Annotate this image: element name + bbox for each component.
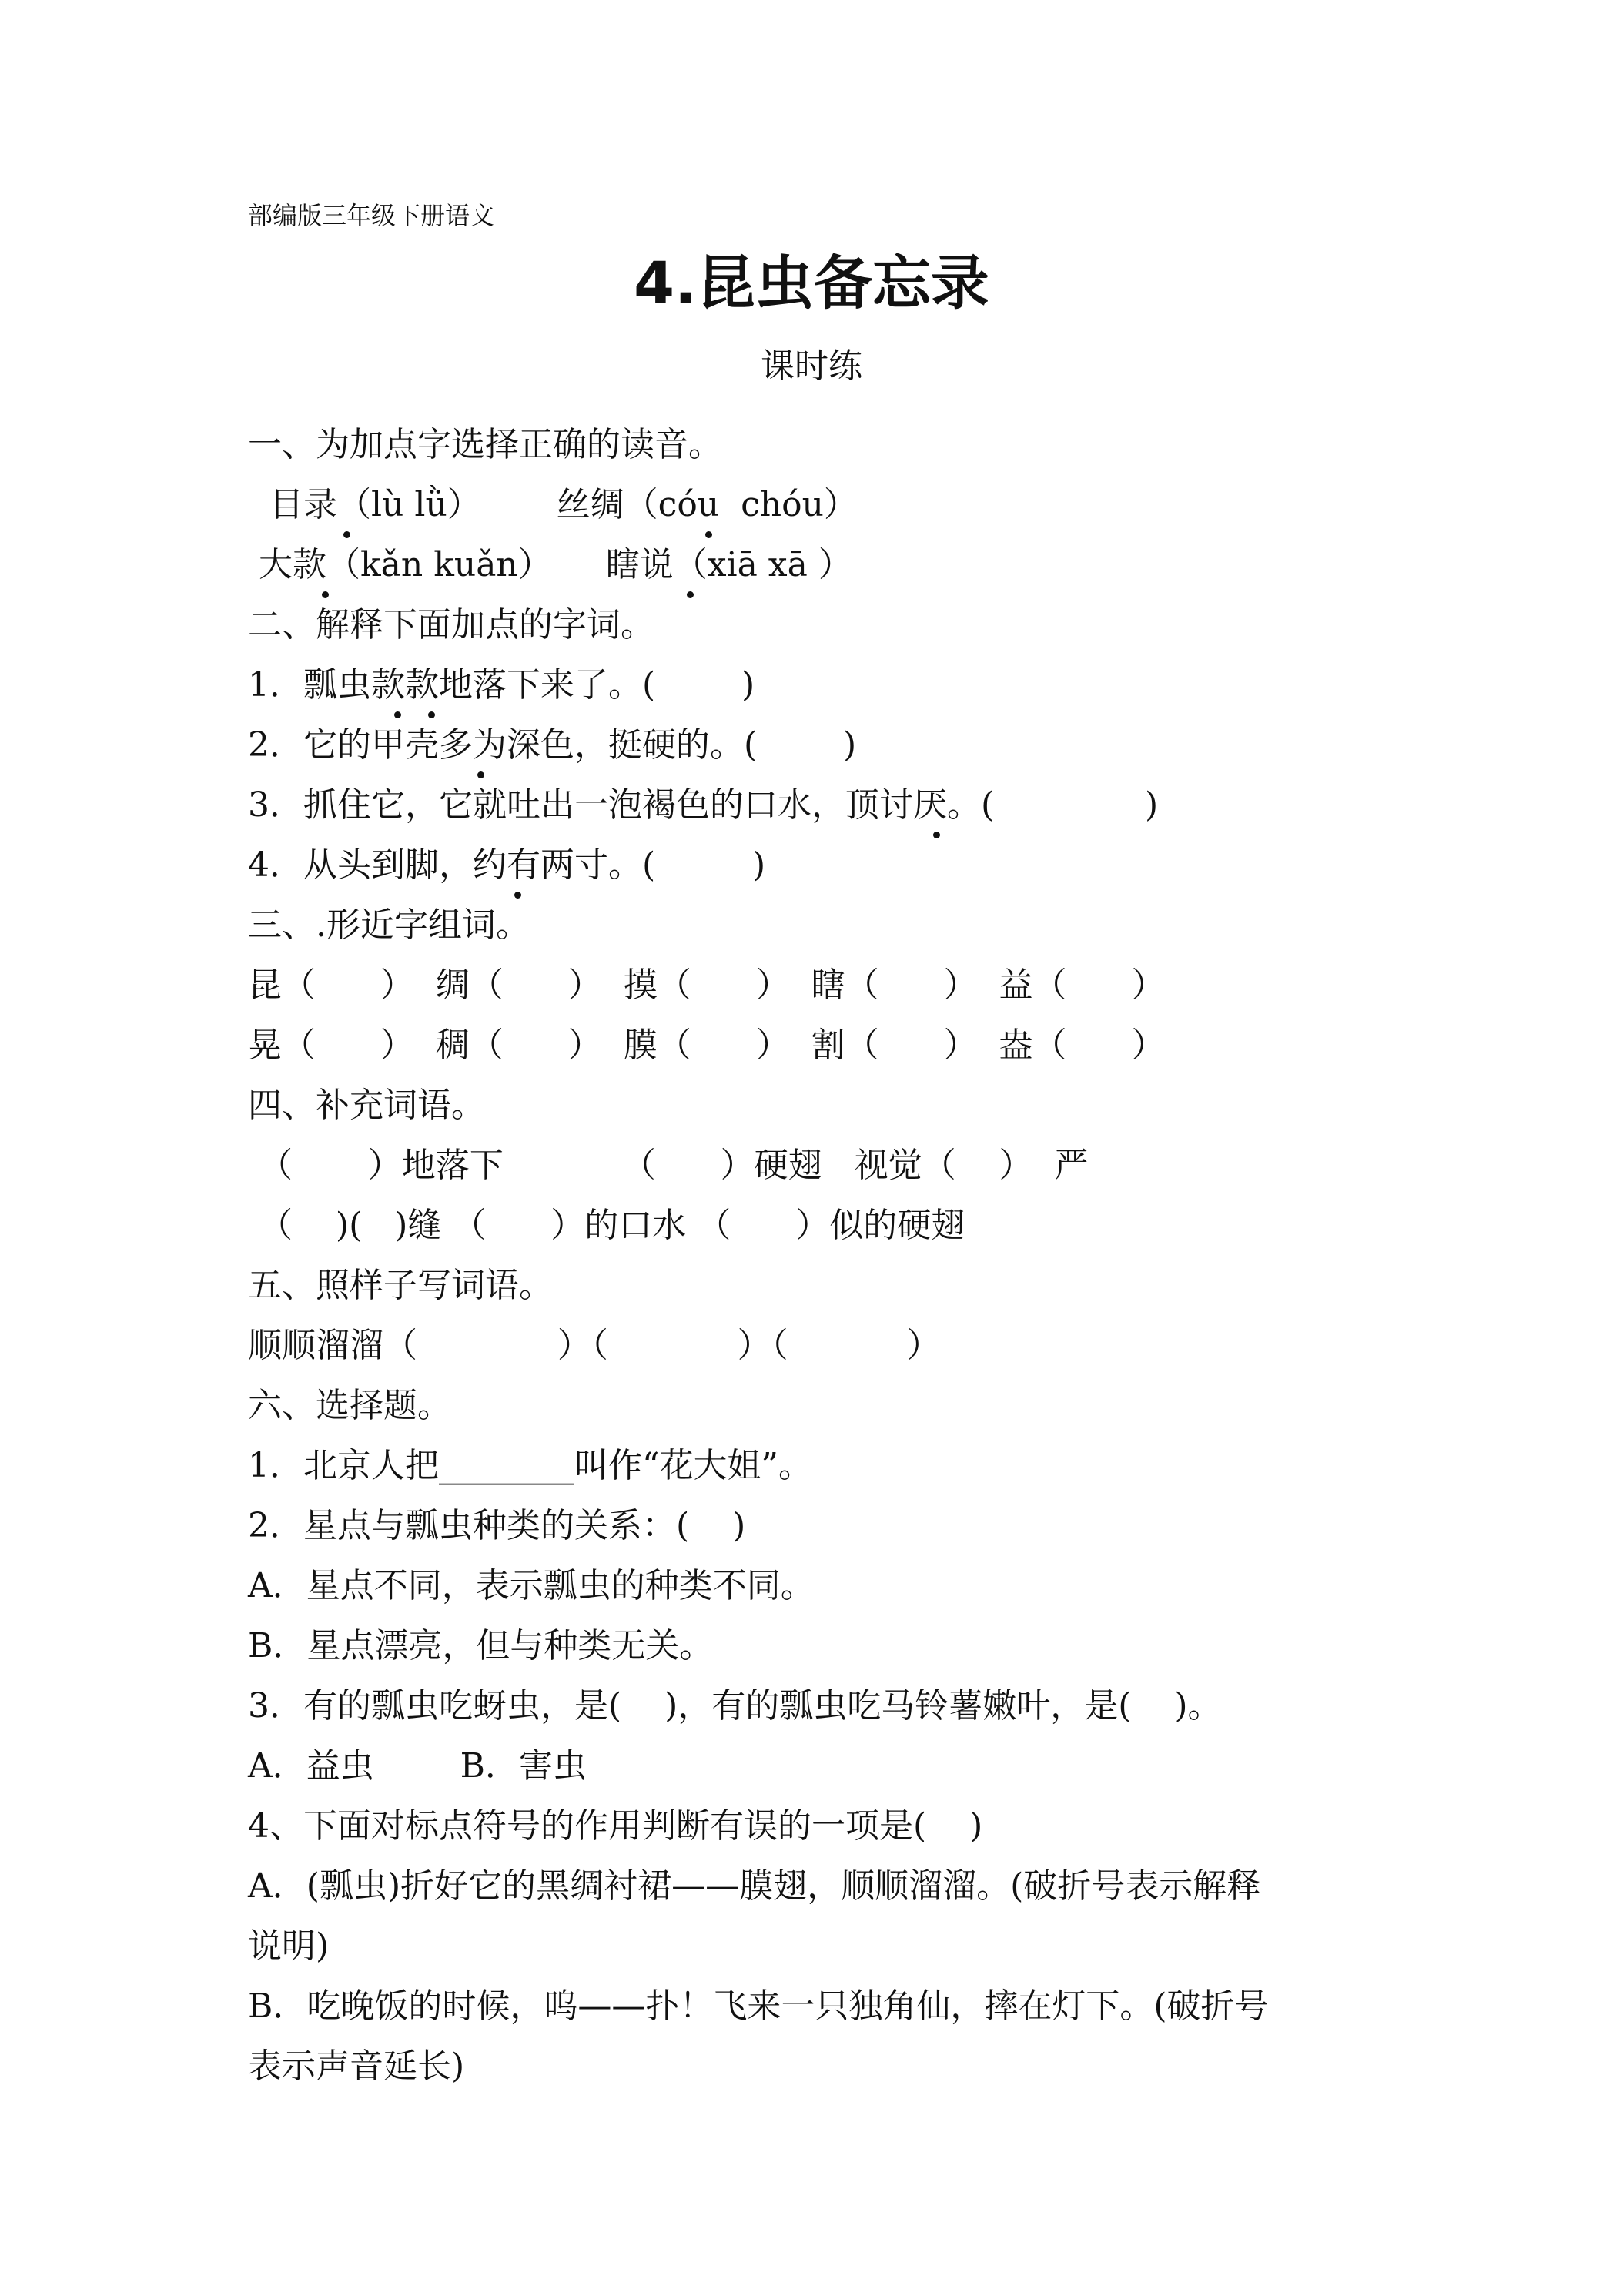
character-row: 晃（ ） 稠（ ） 膜（ ） 割（ ） 盎（ ） [248,1026,1166,1065]
emphasis-dot [343,531,350,538]
section-2-heading: 二、解释下面加点的字词。 [248,605,654,644]
pinyin-row-1: 目录（lù lǜ） 丝绸（cóu chóu） [248,485,858,524]
question-line: 1．北京人把________叫作“花大姐”。 [248,1446,812,1485]
option-line: A．益虫 B．害虫 [248,1746,587,1786]
question-line: 4．从头到脚，约有两寸。( ) [248,845,766,885]
section-5-heading: 五、照样子写词语。 [248,1266,553,1305]
pinyin-row-2: 大款（kǎn kuǎn） 瞎说（xiā xā ） [248,545,852,584]
option-line: B．吃晚饭的时候，呜——扑！飞来一只独角仙，摔在灯下。(破折号 [248,1986,1269,2026]
emphasis-dot [514,892,521,899]
textbook-header: 部编版三年级下册语文 [248,201,495,230]
emphasis-dot [394,711,401,718]
question-line: 2．它的甲壳多为深色，挺硬的。( ) [248,725,857,765]
section-4-heading: 四、补充词语。 [248,1086,485,1125]
lesson-title: 4.昆虫备忘录 [634,249,989,317]
section-3-heading: 三、.形近字组词。 [248,905,530,945]
section-6-heading: 六、选择题。 [248,1386,451,1425]
section-1-heading: 一、为加点字选择正确的读音。 [248,425,722,464]
option-line: B．星点漂亮，但与种类无关。 [248,1626,714,1665]
question-line: 1．瓢虫款款地落下来了。( ) [248,665,755,705]
emphasis-dot [428,711,435,718]
emphasis-dot [322,591,329,598]
pattern-row: 顺顺溜溜（ ）（ ）（ ） [248,1326,941,1365]
emphasis-dot [705,531,712,538]
question-line: 3．抓住它，它就吐出一泡褐色的口水，顶讨厌。( ) [248,785,1159,825]
question-line: 4、下面对标点符号的作用判断有误的一项是( ) [248,1806,983,1846]
fill-in-row: （ )( )缝 （ ）的口水 （ ）似的硬翅 [248,1206,965,1245]
question-line: 3．有的瓢虫吃蚜虫，是( )，有的瓢虫吃马铃薯嫩叶，是( )。 [248,1686,1222,1725]
emphasis-dot [933,832,940,838]
option-line: A．星点不同，表示瓢虫的种类不同。 [248,1566,815,1605]
option-line-continued: 说明) [248,1926,330,1966]
emphasis-dot [687,591,694,598]
option-line-continued: 表示声音延长) [248,2047,465,2086]
emphasis-dot [477,771,484,778]
question-line: 2．星点与瓢虫种类的关系：( ) [248,1506,746,1545]
fill-in-row: （ ）地落下 （ ）硬翅 视觉（ ） 严 [248,1146,1089,1185]
option-line: A．(瓢虫)折好它的黑绸衬裙——膜翅，顺顺溜溜。(破折号表示解释 [248,1866,1261,1906]
lesson-subtitle: 课时练 [761,346,862,386]
character-row: 昆（ ） 绸（ ） 摸（ ） 瞎（ ） 益（ ） [248,966,1166,1005]
